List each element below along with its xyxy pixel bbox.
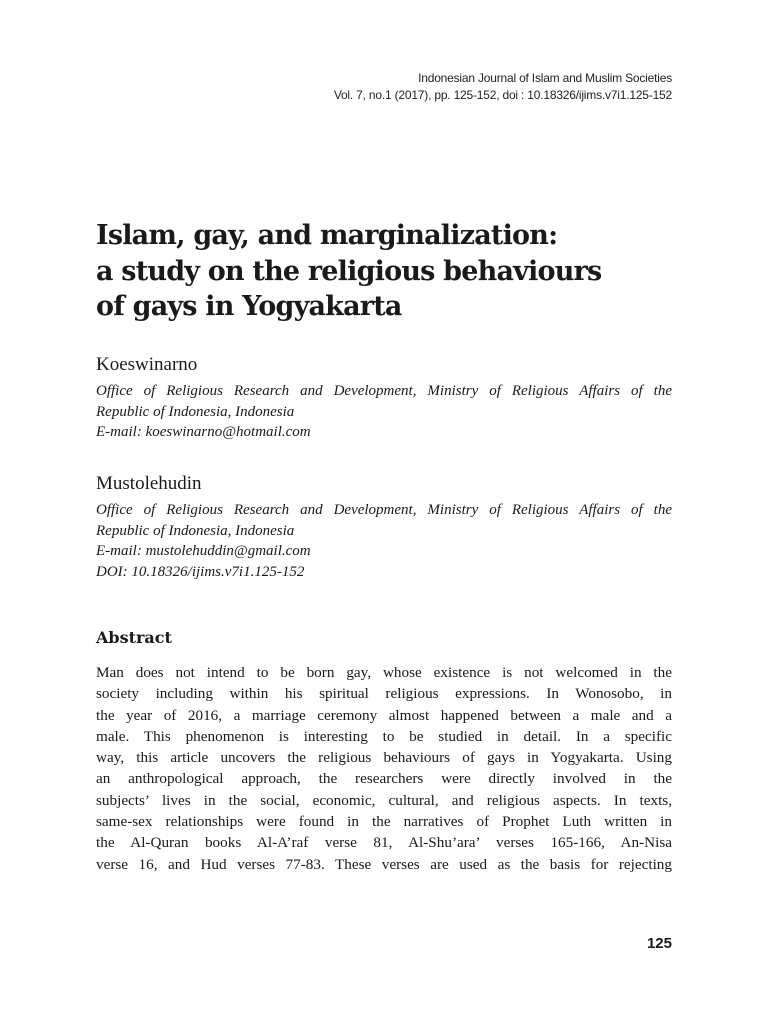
author-name: Koeswinarno xyxy=(96,354,198,375)
author-block xyxy=(96,472,672,582)
abstract-line: Man does not intend to be born gay, whose existence is not welcomed in the xyxy=(96,664,672,681)
affiliation-line: Republic of Indonesia, Indonesia xyxy=(96,403,295,420)
abstract-line: society including within his spiritual religious expressions. In Wonosobo, in xyxy=(96,685,672,703)
abstract-line: subjects’ lives in the social, economic, cultural, and religious aspects. In texts, xyxy=(96,791,672,809)
abstract-line: the Al-Quran books Al-A’raf verse 81, Al-Shu’ara’ verses 165-166, An-Nisa xyxy=(96,834,672,852)
abstract-heading: Abstract xyxy=(96,628,172,647)
doi-line: DOI: 10.18326/ijims.v7i1.125-152 xyxy=(96,563,305,580)
affiliation-line: Office of Religious Research and Development, Ministry of Religious Affairs of the xyxy=(96,383,672,399)
author-block xyxy=(96,353,672,443)
title-line: of gays in Yogyakarta xyxy=(96,291,402,322)
running-header xyxy=(334,70,672,104)
abstract-body xyxy=(96,662,672,875)
author-affiliation xyxy=(96,381,672,443)
journal-name: Indonesian Journal of Islam and Muslim Societies xyxy=(418,71,672,85)
article-title xyxy=(96,218,672,325)
title-line: Islam, gay, and marginalization: xyxy=(96,220,558,251)
paper-page xyxy=(96,0,672,1024)
abstract-line: the year of 2016, a marriage ceremony almost happened between a male and a xyxy=(96,706,672,724)
affiliation-line: Republic of Indonesia, Indonesia xyxy=(96,522,295,539)
author-email: E-mail: koeswinarno@hotmail.com xyxy=(96,424,311,440)
abstract-line: same-sex relationships were found in the narratives of Prophet Luth written in xyxy=(96,813,672,831)
author-name: Mustolehudin xyxy=(96,473,202,494)
author-email: E-mail: mustolehuddin@gmail.com xyxy=(96,543,311,559)
page-number: 125 xyxy=(646,935,672,952)
author-affiliation xyxy=(96,500,672,582)
abstract-line: an anthropological approach, the researchers were directly involved in the xyxy=(96,770,672,788)
abstract-line: verse 16, and Hud verses 77-83. These verses are used as the basis for rejecting xyxy=(96,855,672,873)
citation-line: Vol. 7, no.1 (2017), pp. 125-152, doi : 10.18326/ijims.v7i1.125-152 xyxy=(333,88,672,102)
title-line: a study on the religious behaviours xyxy=(96,255,602,287)
abstract-line: male. This phenomenon is interesting to be studied in detail. In a specific xyxy=(96,727,672,745)
abstract-line: way, this article uncovers the religious behaviours of gays in Yogyakarta. Using xyxy=(96,749,672,767)
affiliation-line: Office of Religious Research and Development, Ministry of Religious Affairs of the xyxy=(96,502,672,518)
